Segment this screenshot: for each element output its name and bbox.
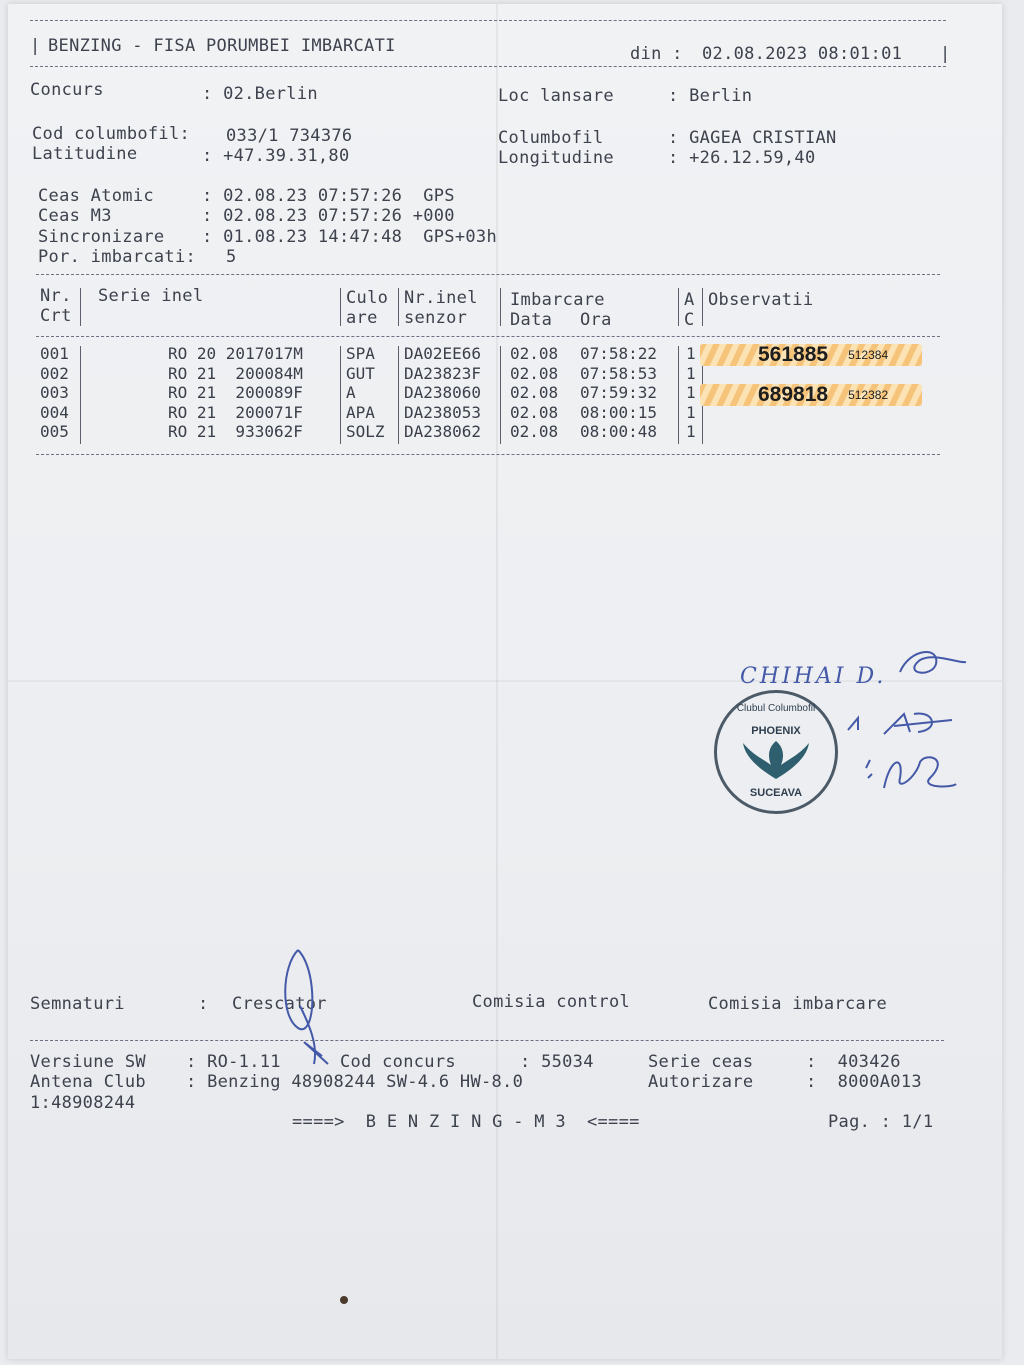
row-separator (678, 385, 679, 405)
col-ora-header: Ora (580, 310, 612, 330)
autorizare-value: : 8000A013 (806, 1072, 922, 1092)
row-separator (702, 424, 703, 444)
row-separator (678, 405, 679, 425)
cell-ora: 08:00:15 (580, 402, 658, 422)
date-label: din : (630, 44, 683, 64)
divider-table-bottom (36, 454, 940, 455)
cell-ora: 07:59:32 (580, 383, 658, 402)
row-separator (398, 346, 399, 366)
col-nr-header: Nr. (40, 286, 72, 306)
ring-sticker (700, 384, 922, 406)
row-separator (500, 385, 501, 405)
divider-top (30, 20, 946, 21)
atomic-clock-label: Ceas Atomic (38, 186, 154, 206)
row-separator (678, 424, 679, 444)
header-separator (702, 288, 703, 326)
columbofil-label: Columbofil (498, 128, 604, 148)
row-separator (80, 385, 81, 405)
cod-concurs-value: : 55034 (520, 1052, 594, 1072)
cell-serie: RO 21 933062F (168, 422, 303, 441)
cell-culoare: SOLZ (346, 422, 385, 441)
row-separator (678, 366, 679, 386)
row-separator (398, 405, 399, 425)
sync-label: Sincronizare (38, 227, 165, 247)
cell-nr: 004 (40, 402, 69, 422)
autorizare-label: Autorizare (648, 1072, 754, 1092)
cod-value: 033/1 734376 (226, 126, 353, 146)
row-separator (80, 405, 81, 425)
cell-ac: 1 (686, 344, 696, 363)
pigeons-count-label: Por. imbarcati: (38, 247, 197, 267)
cell-nr: 002 (40, 363, 69, 383)
row-separator (398, 385, 399, 405)
row-separator (678, 346, 679, 366)
serie-ceas-label: Serie ceas (648, 1052, 754, 1072)
signatures-colon: : (198, 994, 209, 1014)
col-c-header: C (684, 310, 695, 330)
latitude-value: : +47.39.31,80 (202, 146, 350, 166)
header-separator (340, 288, 341, 326)
sticker-code: 512384 (848, 348, 889, 362)
row-separator (500, 424, 501, 444)
header-separator (678, 288, 679, 326)
paper-spot (340, 1296, 348, 1304)
cell-data: 02.08 (510, 422, 559, 441)
brand-line: ====> B E N Z I N G - M 3 <==== (292, 1112, 640, 1132)
row-separator (340, 405, 341, 425)
version-label: Versiune SW (30, 1052, 146, 1072)
sync-value: : 01.08.23 14:47:48 GPS+03h (202, 227, 497, 247)
cell-culoare: A (346, 383, 356, 402)
serie-ceas-value: : 403426 (806, 1052, 901, 1072)
cell-data: 02.08 (510, 402, 559, 422)
cell-culoare: APA (346, 402, 375, 422)
row-separator (80, 346, 81, 366)
cell-data: 02.08 (510, 344, 559, 363)
crescator-signature (276, 946, 336, 1070)
col-crt-header: Crt (40, 306, 72, 326)
cell-ac: 1 (686, 422, 696, 441)
antena-value: : Benzing 48908244 SW-4.6 HW-8.0 (186, 1072, 524, 1092)
latitude-label: Latitudine (32, 144, 138, 164)
stamp-top-text: Clubul Columbofil (736, 703, 816, 714)
sticker-code: 512382 (848, 388, 889, 402)
longitude-label: Longitudine (498, 148, 614, 168)
col-observatii-header: Observatii (708, 290, 814, 310)
ring-sticker (700, 344, 922, 366)
cell-data: 02.08 (510, 363, 559, 383)
cell-ac: 1 (686, 363, 696, 383)
signature-scribble-2 (844, 704, 956, 744)
cell-serie: RO 21 200071F (168, 402, 303, 422)
crescator-label: Crescator (232, 994, 327, 1014)
cell-senzor: DA238053 (404, 402, 482, 422)
m3-clock-value: : 02.08.23 07:57:26 +000 (202, 206, 455, 226)
cell-senzor: DA238060 (404, 383, 482, 402)
cell-senzor: DA23823F (404, 363, 482, 383)
loc-value: : Berlin (668, 86, 753, 106)
row-separator (340, 424, 341, 444)
row-separator (80, 424, 81, 444)
header-separator (80, 288, 81, 326)
col-data-header: Data (510, 310, 553, 330)
cell-culoare: SPA (346, 344, 375, 363)
cell-senzor: DA238062 (404, 422, 482, 441)
antena-label: Antena Club (30, 1072, 146, 1092)
row-separator (500, 366, 501, 386)
date-value: 02.08.2023 08:01:01 (702, 44, 903, 64)
col-culoare-header-1: Culo (346, 288, 389, 308)
col-culoare-header-2: are (346, 308, 378, 328)
cell-ora: 07:58:22 (580, 344, 658, 363)
cell-serie: RO 20 2017017M (168, 344, 303, 363)
cell-nr: 003 (40, 383, 69, 402)
row-separator (500, 346, 501, 366)
divider-table-top (36, 274, 940, 275)
signature-scribble-3 (860, 748, 960, 798)
cell-nr: 001 (40, 344, 69, 363)
col-a-header: A (684, 290, 695, 310)
comisia-imbarcare-label: Comisia imbarcare (708, 994, 888, 1014)
stamp-club-name: PHOENIX (751, 725, 801, 737)
phoenix-emblem-icon (739, 739, 813, 783)
cell-serie: RO 21 200089F (168, 383, 303, 402)
col-senzor-header-1: Nr.inel (404, 288, 478, 308)
concurs-label: Concurs (30, 80, 104, 100)
cell-ac: 1 (686, 383, 696, 402)
stamp-bottom-text: SUCEAVA (749, 787, 803, 799)
page-number: Pag. : 1/1 (828, 1112, 934, 1132)
row-separator (702, 405, 703, 425)
left-edge-mark: | (30, 36, 41, 56)
cell-culoare: GUT (346, 363, 375, 383)
atomic-clock-value: : 02.08.23 07:57:26 GPS (202, 186, 455, 206)
row-separator (80, 366, 81, 386)
row-separator (398, 424, 399, 444)
sticker-number: 561885 (758, 343, 829, 366)
loc-label: Loc lansare (498, 86, 614, 106)
document-title: BENZING - FISA PORUMBEI IMBARCATI (48, 36, 396, 56)
comisia-control-label: Comisia control (472, 992, 631, 1012)
divider-footer (30, 1040, 944, 1041)
row-separator (398, 366, 399, 386)
version-value: : RO-1.11 (186, 1052, 281, 1072)
row-separator (500, 405, 501, 425)
col-senzor-header-2: senzor (404, 308, 468, 328)
row-separator (340, 385, 341, 405)
col-serie-header: Serie inel (98, 286, 204, 306)
cell-ac: 1 (686, 402, 696, 422)
header-separator (398, 288, 399, 326)
signatures-label: Semnaturi (30, 994, 125, 1014)
right-edge-mark: | (940, 44, 951, 64)
columbofil-value: : GAGEA CRISTIAN (668, 128, 837, 148)
handwritten-name: CHIHAI D. (740, 664, 887, 689)
cell-senzor: DA02EE66 (404, 344, 482, 363)
cell-ora: 08:00:48 (580, 422, 658, 441)
pigeons-count-value: 5 (226, 247, 237, 267)
cell-nr: 005 (40, 422, 69, 441)
cell-serie: RO 21 200084M (168, 363, 303, 383)
row-separator (340, 346, 341, 366)
cod-concurs-label: Cod concurs (340, 1052, 456, 1072)
cell-data: 02.08 (510, 383, 559, 402)
signature-scribble-1 (890, 644, 970, 684)
m3-clock-label: Ceas M3 (38, 206, 112, 226)
longitude-value: : +26.12.59,40 (668, 148, 816, 168)
cell-ora: 07:58:53 (580, 363, 658, 383)
row-separator (702, 366, 703, 386)
cod-label: Cod columbofil: (32, 124, 191, 144)
row-separator (340, 366, 341, 386)
divider-header (30, 66, 946, 67)
col-imbarcare-header: Imbarcare (510, 290, 605, 310)
club-stamp (714, 690, 838, 814)
device-id: 1:48908244 (30, 1093, 136, 1113)
header-separator (500, 288, 501, 326)
sticker-number: 689818 (758, 383, 829, 406)
concurs-value: : 02.Berlin (202, 84, 318, 104)
divider-table-header (36, 336, 940, 337)
